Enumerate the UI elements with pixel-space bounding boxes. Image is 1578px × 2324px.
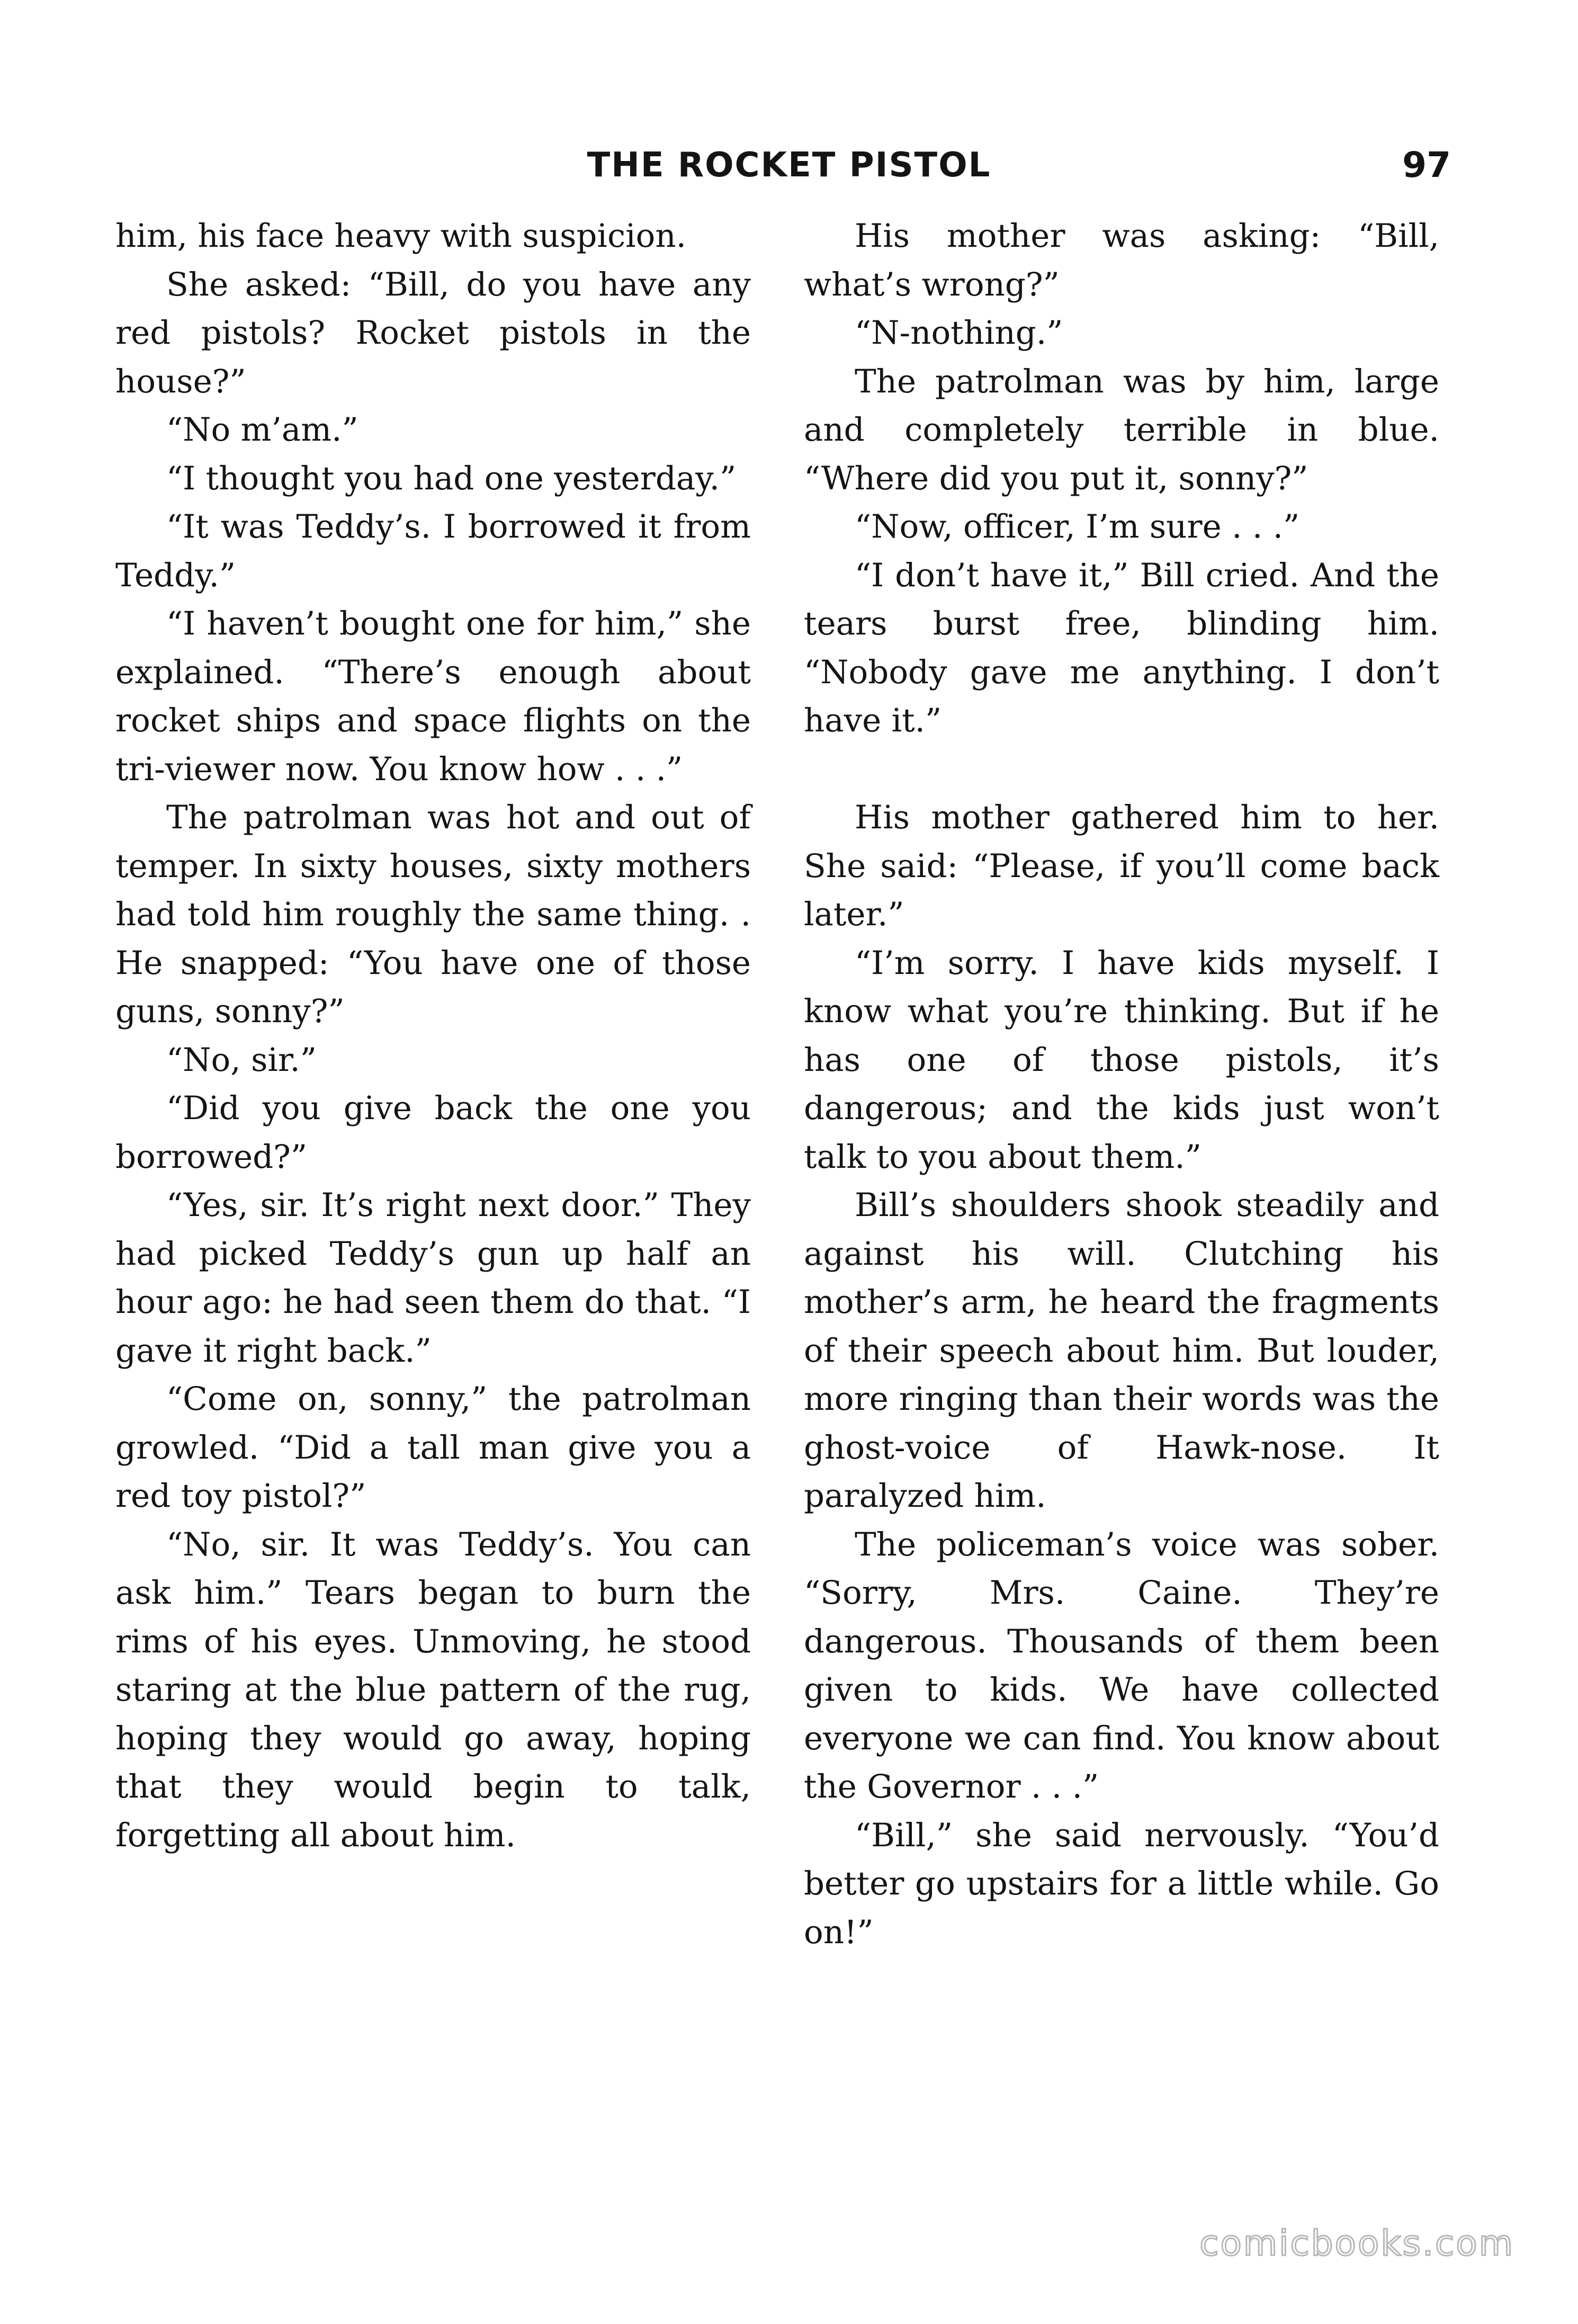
paragraph: “Did you give back the one you borrowed?” bbox=[115, 1089, 751, 1176]
paragraph: “Bill,” she said nervously. “You’d better go upstairs for a little while. Go on!” bbox=[804, 1816, 1439, 1951]
source-watermark: comicbooks.com bbox=[1199, 2223, 1514, 2264]
left-text-column bbox=[115, 212, 751, 1860]
paragraph: “Now, officer, I’m sure . . .” bbox=[855, 508, 1300, 546]
paragraph: The policeman’s voice was sober. “Sorry, Mrs. Caine. They’re dangerous. Thousands of them been given to kids. We have collected everyone we can find. You know about the Governor . . .” bbox=[804, 1525, 1439, 1805]
paragraph: him, his face heavy with suspicion. bbox=[115, 217, 687, 255]
paragraph: “No, sir. It was Teddy’s. You can ask him.” Tears began to burn the rims of his eyes. Unmoving, he stood staring at the blue pattern of the rug, hoping they would go away, hoping that they would begin to talk, forgetting all about him. bbox=[115, 1525, 751, 1854]
paragraph: “Yes, sir. It’s right next door.” They had picked Teddy’s gun up half an hour ago: he had seen them do that. “I gave it right back.” bbox=[115, 1186, 751, 1370]
paragraph: “Come on, sonny,” the patrolman growled. “Did a tall man give you a red toy pistol?” bbox=[115, 1380, 751, 1515]
paragraph: “N-nothing.” bbox=[855, 314, 1063, 352]
paragraph: “I haven’t bought one for him,” she explained. “There’s enough about rocket ships and space flights on the tri-viewer now. You know how . . .” bbox=[115, 605, 751, 788]
page-number: 97 bbox=[1402, 145, 1451, 185]
paragraph: The patrolman was by him, large and completely terrible in blue. “Where did you put it, sonny?” bbox=[804, 362, 1439, 497]
paragraph: His mother gathered him to her. She said: “Please, if you’ll come back later.” bbox=[804, 799, 1439, 933]
paragraph: Bill’s shoulders shook steadily and against his will. Clutching his mother’s arm, he heard the fragments of their speech about him. But louder, more ringing than their words was the ghost-voice of Hawk-nose. It paralyzed him. bbox=[804, 1186, 1439, 1515]
running-header-title: THE ROCKET PISTOL bbox=[587, 146, 991, 185]
paragraph: The patrolman was hot and out of temper. In sixty houses, sixty mothers had told him roughly the same thing. . He snapped: “You have one of those guns, sonny?” bbox=[115, 799, 751, 1030]
paragraph: She asked: “Bill, do you have any red pistols? Rocket pistols in the house?” bbox=[115, 265, 751, 400]
paragraph: His mother was asking: “Bill, what’s wrong?” bbox=[804, 217, 1439, 303]
paragraph: “I’m sorry. I have kids myself. I know what you’re thinking. But if he has one of those pistols, it’s dangerous; and the kids just won’t talk to you about them.” bbox=[804, 944, 1439, 1176]
paragraph: “No m’am.” bbox=[166, 411, 358, 449]
paragraph: “I don’t have it,” Bill cried. And the tears burst free, blinding him. “Nobody gave me anything. I don’t have it.” bbox=[804, 556, 1439, 739]
paragraph: “It was Teddy’s. I borrowed it from Teddy.” bbox=[115, 508, 751, 594]
right-text-column bbox=[804, 212, 1439, 1956]
paragraph: “No, sir.” bbox=[166, 1041, 317, 1079]
paragraph: “I thought you had one yesterday.” bbox=[166, 459, 737, 497]
